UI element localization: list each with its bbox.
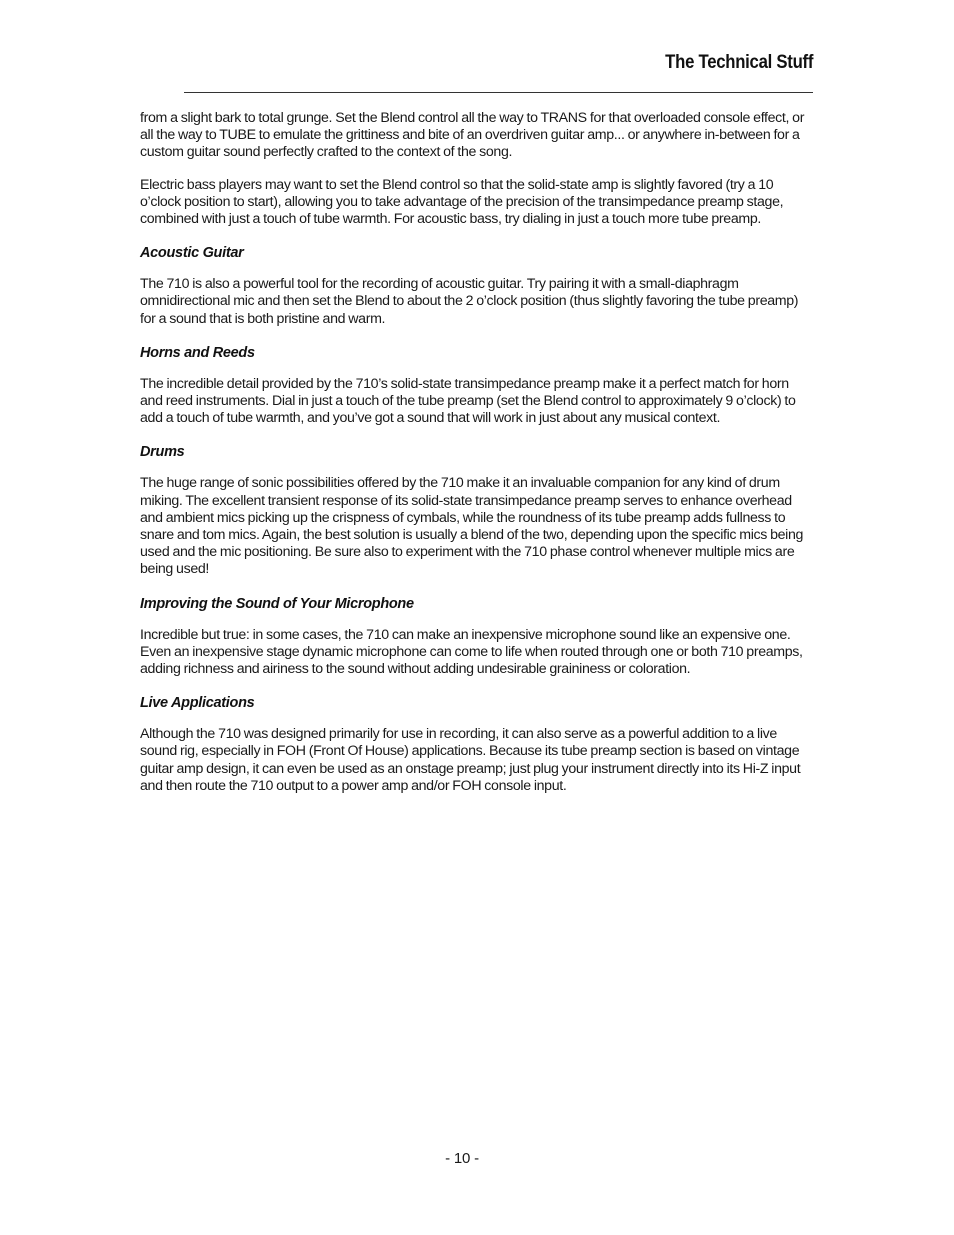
intro-paragraph-1: from a slight bark to total grunge. Set the Blend control all the way to TRANS for that overloaded console effect, or all the way to TUBE to emulate the grittiness and bite of an overdriven guitar amp... or anywhere in-between for a custom guitar sound perfectly crafted to the context of the song.	[140, 110, 805, 161]
header-rule	[184, 92, 813, 93]
paragraph-acoustic-guitar: The 710 is also a powerful tool for the recording of acoustic guitar. Try pairing it with a small-diaphragm omnidirectional mic and then set the Blend to about the 2 o’clock position (thus slightly favoring the tube preamp) for a sound that is both pristine and warm.	[140, 276, 799, 327]
heading-improving-mic: Improving the Sound of Your Microphone	[140, 595, 414, 612]
page-header-title: The Technical Stuff	[665, 52, 813, 73]
heading-acoustic-guitar: Acoustic Guitar	[140, 245, 244, 262]
heading-drums: Drums	[140, 444, 185, 461]
paragraph-horns-reeds: The incredible detail provided by the 710’s solid-state transimpedance preamp make it a perfect match for horn and reed instruments. Dial in just a touch of the tube preamp (set the Blend control to approximately 9 o’clock) to add a touch of tube warmth, and you’ve got a sound that will work in just about any musical context.	[140, 375, 796, 427]
intro-paragraph-2: Electric bass players may want to set the Blend control so that the solid-state amp is slightly favored (try a 10 o’clock position to start), allowing you to take advantage of the precision of the transimpedance preamp stage, combined with just a touch of tube warmth. For acoustic bass, try dialing in just a touch more tube preamp.	[140, 176, 784, 228]
page-number: - 10 -	[445, 1150, 479, 1167]
paragraph-live-applications: Although the 710 was designed primarily for use in recording, it can also serve as a powerful addition to a live sound rig, especially in FOH (Front Of House) applications. Because its tube preamp section is based on vintage guitar amp design, it can even be used as an onstage preamp; just plug your instrument directly into its Hi-Z input and then route the 710 output to a power amp and/or FOH console input.	[140, 726, 801, 794]
heading-live-applications: Live Applications	[140, 695, 255, 712]
page-body	[140, 110, 814, 810]
paragraph-drums: The huge range of sonic possibilities offered by the 710 make it an invaluable companion for any kind of drum miking. The excellent transient response of its solid-state transimpedance preamp serves to enhance overhead and ambient mics picking up the crispness of cymbals, while the roundness of its tube preamp adds fullness to snare and tom mics. Again, the best solution is usually a blend of the two, depending upon the specific mics being used and the mic positioning. Be sure also to experiment with the 710 phase control whenever multiple mics are being used!	[140, 475, 804, 578]
heading-horns-reeds: Horns and Reeds	[140, 344, 255, 361]
paragraph-improving-mic: Incredible but true: in some cases, the 710 can make an inexpensive microphone sound like an expensive one. Even an inexpensive stage dynamic microphone can come to life when routed through one or both 710 preamps, adding richness and airiness to the sound without adding undesirable graininess or coloration.	[140, 626, 803, 678]
